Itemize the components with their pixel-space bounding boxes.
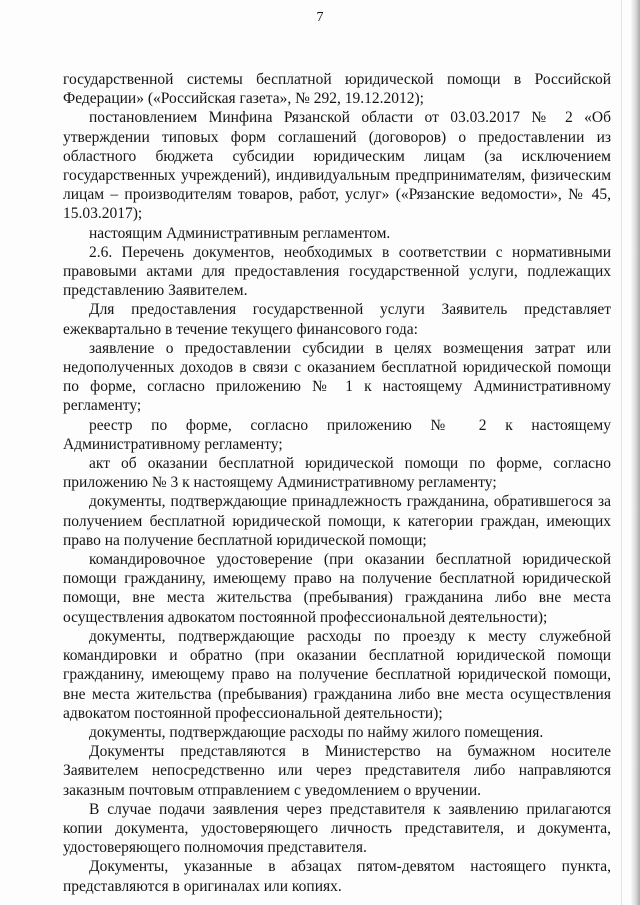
paragraph-subsidy-application: заявление о предоставлении субсидии в целях возмещения затрат или недополученных доходов в связи с оказанием бесплатной юридической помощи по форме, согласно приложению № 1 к настоящему Административному регламенту; — [63, 339, 611, 415]
paragraph-originals-or-copies: Документы, указанные в абзацах пятом-девятом настоящего пункта, представляются в оригиналах или копиях. — [63, 858, 611, 895]
paragraph-housing-expenses: документы, подтверждающие расходы по найму жилого помещения. — [89, 723, 544, 741]
scan-edge-shadow — [630, 0, 640, 905]
document-body — [63, 70, 611, 896]
paragraph-registry: реестр по форме, согласно приложению № 2 к настоящему Административному регламенту; — [63, 416, 611, 453]
paragraph-citizen-category-docs: документы, подтверждающие принадлежность гражданина, обратившегося за получением бесплатной юридической помощи, к категории граждан, имеющих право на получение бесплатной юридической помощи; — [63, 493, 611, 549]
paragraph-representative: В случае подачи заявления через представителя к заявлению прилагаются копии документа, удостоверяющего личность представителя, и документа, удостоверяющего полномочия представителя. — [63, 800, 611, 857]
paragraph-admin-regulation: настоящим Административным регламентом. — [89, 224, 391, 242]
page-number: 7 — [316, 10, 324, 25]
paragraph-legal-aid-act: акт об оказании бесплатной юридической помощи по форме, согласно приложению № 3 к настоящему Административному регламенту; — [63, 455, 611, 492]
scan-line — [621, 0, 622, 905]
paragraph-minfin-resolution: постановлением Минфина Рязанской области от 03.03.2017 № 2 «Об утверждении типовых форм соглашений (договоров) о предоставлении из областного бюджета субсидии юридическим лицам (за исключением государственных учреждений), индивидуальным предпринимателям, физическим лицам – производителям товаров, работ, услуг» («Рязанские ведомости», № 45, 15.03.2017); — [63, 109, 611, 223]
paragraph-travel-certificate: командировочное удостоверение (при оказании бесплатной юридической помощи гражданину, имеющему право на получение бесплатной юридической помощи, вне места жительства (пребывания) гражданина либо вне места осуществления адвокатом постоянной профессиональной деятельности); — [63, 551, 611, 626]
paragraph-quarterly-submission: Для предоставления государственной услуги Заявитель представляет ежеквартально в течение текущего финансового года: — [63, 301, 611, 338]
paragraph-continuation: государственной системы бесплатной юридической помощи в Российской Федерации» («Российская газета», № 292, 19.12.2012); — [63, 71, 611, 108]
paragraph-travel-expenses: документы, подтверждающие расходы по проезду к месту служебной командировки и обратно (при оказании бесплатной юридической помощи гражданину, имеющему право на получение бесплатной юридической помощи, вне места жительства (пребывания) гражданина либо вне места осуществления адвокатом постоянной профессиональной деятельности); — [63, 627, 611, 722]
paragraph-submission-method: Документы представляются в Министерство на бумажном носителе Заявителем непосредственно или через представителя либо направляются заказным почтовым отправлением с уведомлением о вручении. — [63, 743, 611, 799]
paragraph-section-2-6: 2.6. Перечень документов, необходимых в соответствии с нормативными правовыми актами для предоставления государственной услуги, подлежащих представлению Заявителем. — [63, 243, 611, 300]
